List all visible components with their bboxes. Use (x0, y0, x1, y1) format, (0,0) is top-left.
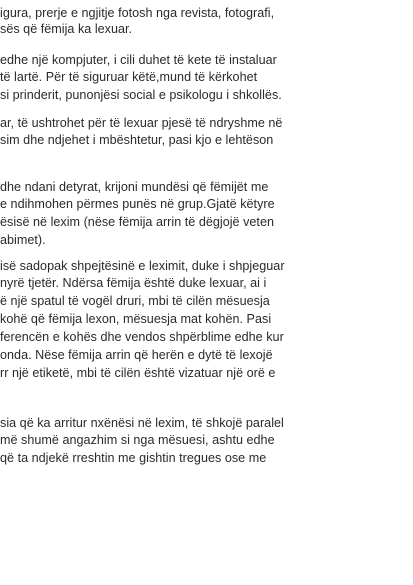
text-line: e ndihmohen përmes punës në grup.Gjatë këtyre (0, 197, 275, 211)
text-line: onda. Nëse fëmija arrin që herën e dytë të lexojë (0, 348, 273, 362)
text-line: ferencën e kohës dhe vendos shpërblime edhe kur (0, 330, 284, 344)
text-line: isë sadopak shpejtësinë e leximit, duke i shpjeguar (0, 259, 285, 273)
text-line: ë një spatul të vogël druri, mbi të cilën mësuesja (0, 294, 270, 308)
text-line: nyrë tjetër. Ndërsa fëmija është duke lexuar, ai i (0, 276, 267, 290)
text-line: që ta ndjekë rreshtin me gishtin tregues ose me (0, 451, 267, 465)
text-line: sës që fëmija ka lexuar. (0, 22, 133, 36)
text-line: të lartë. Për të siguruar këtë,mund të kërkohet (0, 70, 258, 84)
text-line: ësisë në lexim (nëse fëmija arrin të dëgjojë veten (0, 215, 275, 229)
text-line: edhe një kompjuter, i cili duhet të kete të instaluar (0, 53, 277, 67)
text-line: abimet). (0, 233, 46, 247)
text-line: sim dhe ndjehet i mbështetur, pasi kjo e lehtëson (0, 133, 274, 147)
text-line: si prinderit, punonjësi social e psikologu i shkollës. (0, 88, 282, 102)
text-line: kohë që fëmija lexon, mësuesja mat kohën. Pasi (0, 312, 272, 326)
text-line: ar, të ushtrohet për të lexuar pjesë të ndryshme në (0, 116, 283, 130)
text-line: më shumë angazhim si nga mësuesi, ashtu edhe (0, 433, 275, 447)
text-line: dhe ndani detyrat, krijoni mundësi që fëmijët me (0, 180, 269, 194)
text-line: sia që ka arritur nxënësi në lexim, të shkojë paralel (0, 416, 284, 430)
text-line: igura, prerje e ngjitje fotosh nga revista, fotografi, (0, 6, 275, 20)
text-line: rr një etiketë, mbi të cilën është vizatuar një orë e (0, 366, 276, 380)
